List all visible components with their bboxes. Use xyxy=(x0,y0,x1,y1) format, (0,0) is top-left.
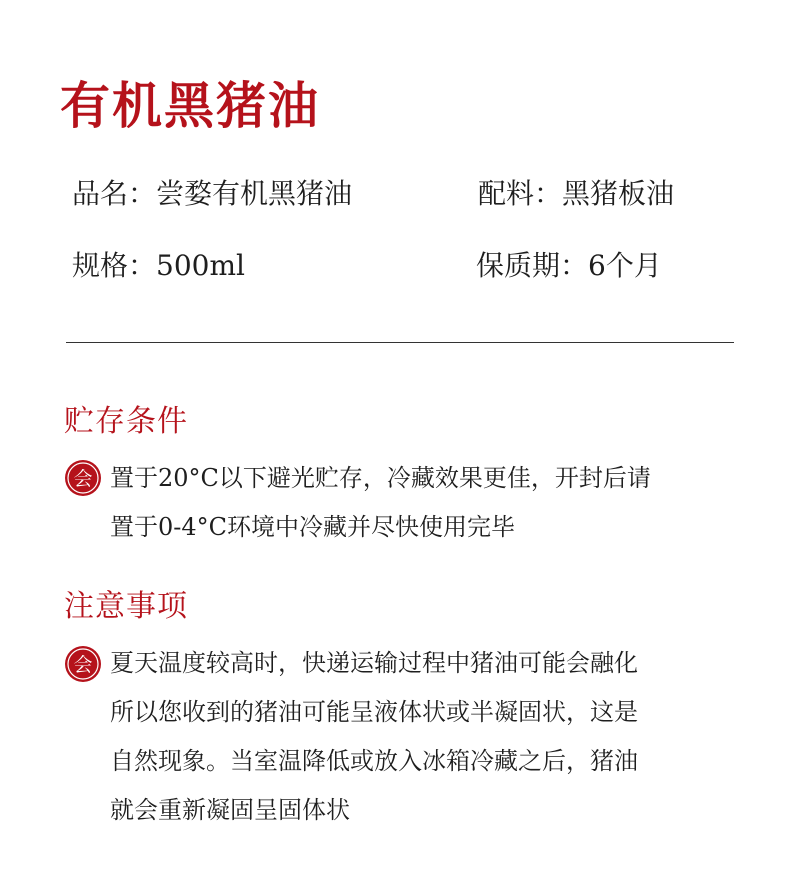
badge-glyph: 会 xyxy=(73,654,93,676)
storage-line: 置于0-4°C环境中冷藏并尽快使用完毕 xyxy=(110,513,516,541)
badge-glyph: 会 xyxy=(73,468,93,490)
notes-line: 自然现象。当室温降低或放入冰箱冷藏之后，猪油 xyxy=(110,747,638,775)
notes-heading: 注意事项 xyxy=(64,589,188,624)
spec-product-name: 品名：尝婺有机黑猪油 xyxy=(72,177,353,210)
storage-heading: 贮存条件 xyxy=(64,404,188,439)
brand-badge-icon xyxy=(64,645,102,683)
spec-ingredients: 配料：黑猪板油 xyxy=(478,177,675,210)
notes-line: 夏天温度较高时，快递运输过程中猪油可能会融化 xyxy=(110,649,638,677)
storage-line: 置于20°C以下避光贮存，冷藏效果更佳，开封后请 xyxy=(110,464,651,492)
product-title: 有机黑猪油 xyxy=(60,76,320,135)
notes-line: 所以您收到的猪油可能呈液体状或半凝固状，这是 xyxy=(110,698,638,726)
section-divider xyxy=(66,342,734,343)
spec-shelf-life: 保质期：6个月 xyxy=(476,249,662,282)
spec-size: 规格：500ml xyxy=(72,249,245,282)
brand-badge-icon xyxy=(64,459,102,497)
notes-line: 就会重新凝固呈固体状 xyxy=(110,796,350,824)
